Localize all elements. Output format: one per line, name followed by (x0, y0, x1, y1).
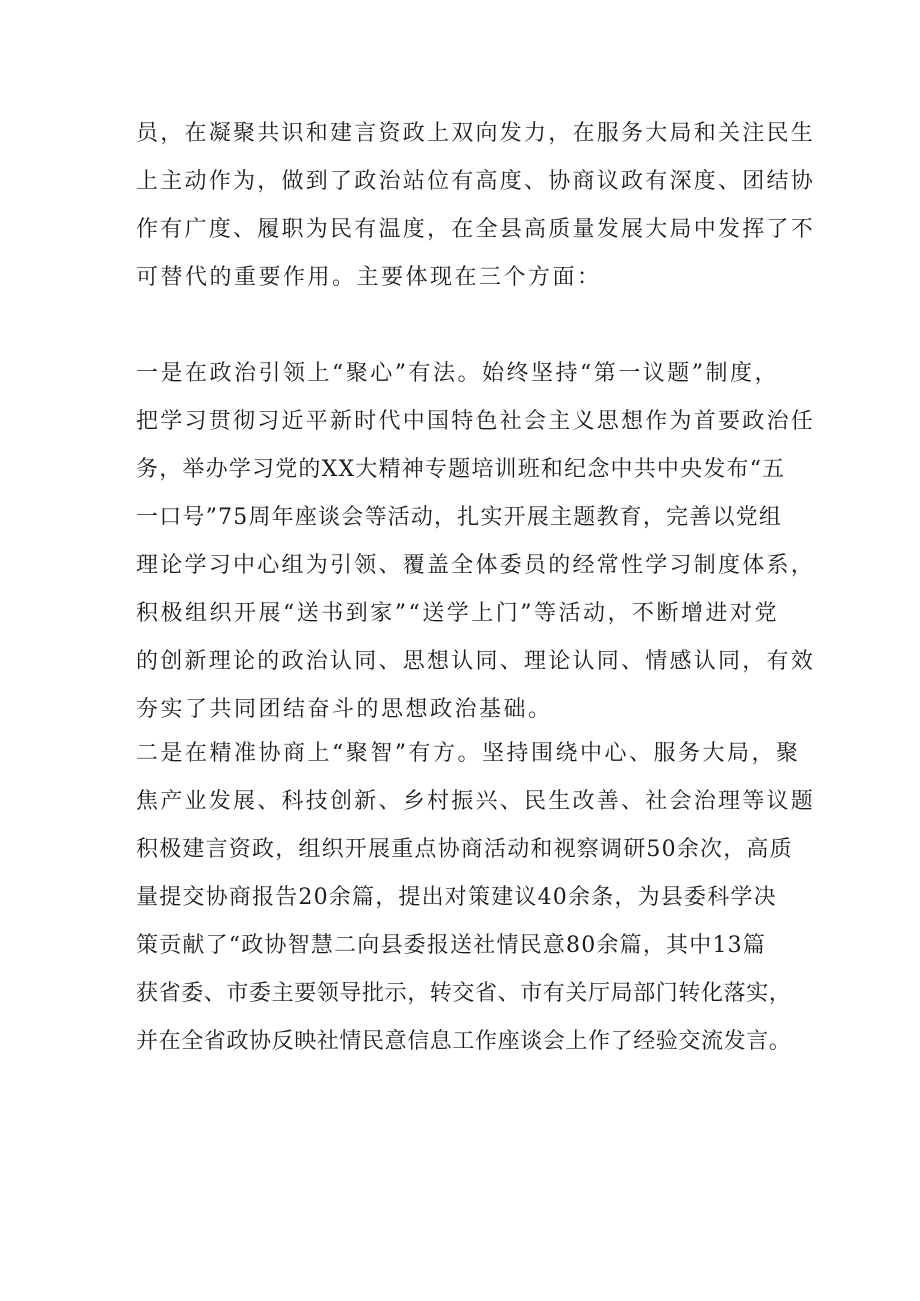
text-line: 理论学习中心组为引领、覆盖全体委员的经常性学习制度体系， (136, 553, 816, 578)
text-line: 把学习贯彻习近平新时代中国特色社会主义思想作为首要政治任 (136, 409, 816, 434)
text-line: 上主动作为，做到了政治站位有高度、协商议政有深度、团结协 (136, 169, 816, 194)
text-line: 获省委、市委主要领导批示，转交省、市有关厅局部门转化落实， (136, 981, 792, 1006)
text-line: 的创新理论的政治认同、思想认同、理论认同、情感认同，有效 (136, 649, 816, 674)
text-line: 积极组织开展“送书到家”“送学上门”等活动，不断增进对党 (136, 601, 779, 626)
text-line: 积极建言资政，组织开展重点协商活动和视察调研50余次，高质 (136, 837, 793, 862)
text-line: 策贡献了“政协智慧二向县委报送社情民意80余篇，其中13篇 (136, 933, 767, 958)
text-line: 务，举办学习党的XX大精神专题培训班和纪念中共中央发布“五 (136, 457, 786, 482)
text-line: 一是在政治引领上“聚心”有法。始终坚持“第一议题”制度， (136, 361, 779, 386)
text-line: 二是在精准协商上“聚智”有方。坚持围绕中心、服务大局，聚 (136, 741, 801, 766)
text-line: 一口号”75周年座谈会等活动，扎实开展主题教育，完善以党组 (136, 505, 783, 530)
paragraph-consultation (136, 730, 816, 1066)
text-line: 可替代的重要作用。主要体现在三个方面： (136, 265, 602, 290)
paragraph-political-guidance (136, 350, 816, 734)
text-line: 作有广度、履职为民有温度，在全县高质量发展大局中发挥了不 (136, 217, 816, 242)
text-line: 量提交协商报告20余篇，提出对策建议40余条，为县委科学决 (136, 885, 777, 910)
text-line: 焦产业发展、科技创新、乡村振兴、民生改善、社会治理等议题 (136, 789, 816, 814)
text-line: 并在全省政协反映社情民意信息工作座谈会上作了经验交流发言。 (136, 1029, 792, 1054)
text-line: 夯实了共同团结奋斗的思想政治基础。 (136, 697, 553, 722)
paragraph-intro (136, 110, 816, 302)
text-line: 员，在凝聚共识和建言资政上双向发力，在服务大局和关注民生 (136, 121, 816, 146)
